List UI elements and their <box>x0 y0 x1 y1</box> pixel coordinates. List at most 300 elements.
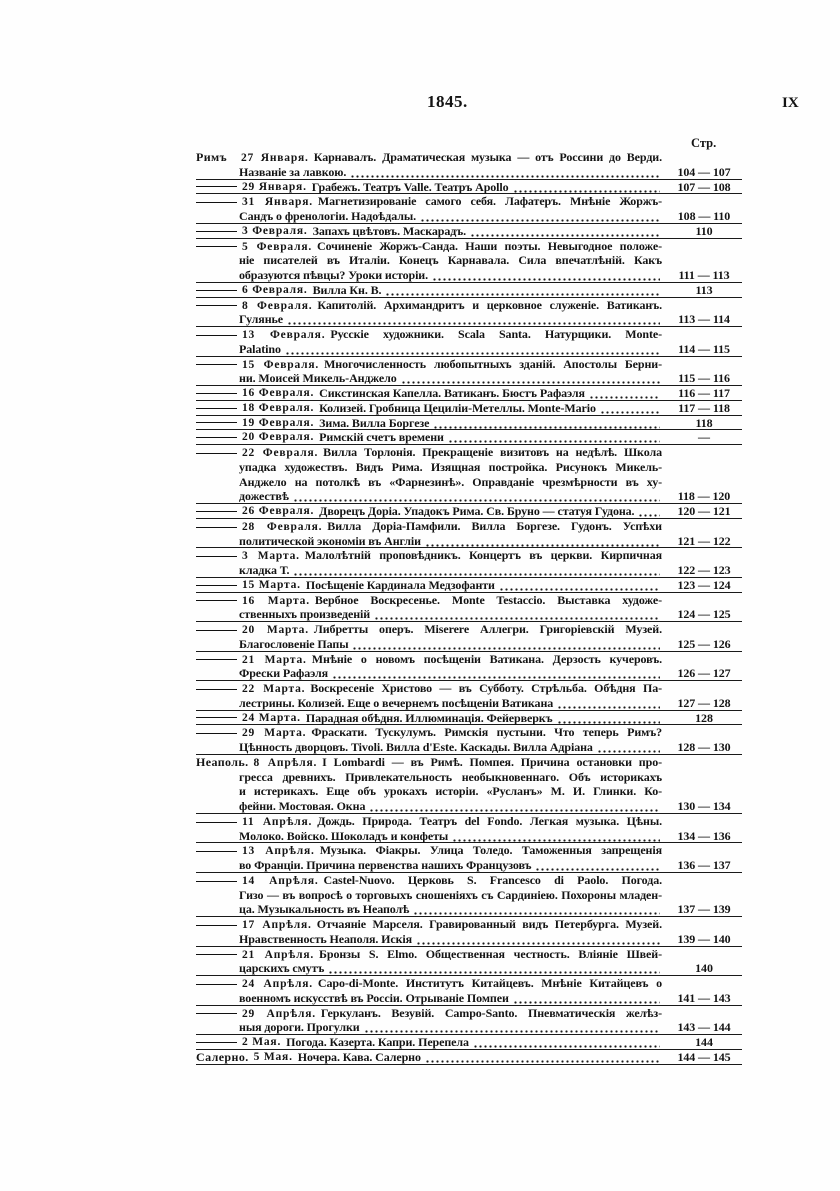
toc-pages: 116 — 117 <box>678 386 730 400</box>
toc-entry-text <box>196 1006 662 1036</box>
toc-pages: 123 — 124 <box>677 577 731 592</box>
toc-text: Анджело на потолкѣ въ «Фарнезинѣ». Оправданіе чрезмѣрности въ ху- <box>239 474 662 489</box>
ditto-dash <box>196 556 237 557</box>
dot-leader <box>331 666 660 681</box>
toc-text: Благословеніе Папы <box>239 636 349 651</box>
dot-leader <box>419 209 660 224</box>
toc-date: 14 Апрѣля. <box>242 874 319 887</box>
toc-entry-text <box>196 1035 662 1050</box>
toc-text: Музыка. Фіакры. Улица Толедо. Таможенныя запрещенія <box>319 843 662 858</box>
toc-entry-line <box>196 711 662 726</box>
toc-text: Многочисленность любопытныхъ зданій. Апостолы Берни- <box>324 356 662 371</box>
dot-leader <box>498 578 660 593</box>
toc-entry-line <box>196 961 662 976</box>
toc-date: 11 Апрѣля. <box>242 815 313 828</box>
ditto-dash <box>196 290 237 291</box>
toc-pages: 134 — 136 <box>677 828 731 843</box>
dot-leader <box>373 607 660 622</box>
toc-text: ныя дороги. Прогулки <box>239 1020 360 1035</box>
toc-entry <box>196 843 742 873</box>
toc-pages: 143 — 144 <box>677 1020 731 1035</box>
toc-pages: 120 — 121 <box>677 504 731 518</box>
toc-entry-line <box>196 357 662 372</box>
toc-entry <box>196 224 742 239</box>
toc-entry <box>196 180 742 195</box>
toc-entry-text <box>196 430 662 445</box>
toc-date: 3 Февраля. <box>242 224 308 237</box>
toc-text: Либретты оперъ. Miserere Аллегри. Григоріевскій Музей. <box>313 622 662 636</box>
toc-entry-line <box>196 150 662 165</box>
toc-date: 21 Марта. <box>242 653 307 666</box>
toc-text: Зима. Вилла Боргезе <box>319 415 430 430</box>
toc-text: ца. Музыкальность въ Неаполѣ <box>239 902 410 917</box>
toc-entry <box>196 283 742 298</box>
toc-pages: 122 — 123 <box>677 563 731 577</box>
toc-entry-line <box>196 180 662 195</box>
toc-text: Запахъ цвѣтовъ. Маскарадъ. <box>312 223 466 238</box>
toc-pages: 117 — 118 <box>678 400 730 415</box>
toc-pages: 137 — 139 <box>677 902 731 917</box>
toc-text: Погода. Казерта. Капри. Перепела <box>286 1035 469 1049</box>
toc-entry-line <box>196 784 662 799</box>
toc-entry <box>196 504 742 519</box>
dot-leader <box>351 637 660 652</box>
toc-text: образуются пѣвцы? Уроки исторіи. <box>239 268 429 282</box>
toc-entry-line <box>196 534 662 549</box>
toc-text: Русскіе художники. Scala Santa. Натурщики. Monte- <box>330 327 662 341</box>
toc-text: Воскресеніе Христово — въ Субботу. Стрѣльба. Обѣдня Па- <box>310 681 662 695</box>
toc-date: 2 Мая. <box>242 1036 282 1048</box>
toc-entry <box>196 239 742 283</box>
dot-leader <box>368 799 660 814</box>
ditto-dash <box>196 364 237 365</box>
dot-leader <box>451 829 660 844</box>
toc-place: Римъ <box>196 150 228 164</box>
ditto-dash <box>196 717 237 718</box>
toc-entry-text <box>196 504 662 519</box>
toc-entry-line <box>196 1050 662 1065</box>
toc-pages: 144 <box>695 1035 713 1049</box>
toc-entry-text <box>196 1050 662 1065</box>
toc-text: Бронзы S. Elmo. Общественная честность. Вліяніе Швей- <box>319 946 662 961</box>
toc-text: Нравственность Неаполя. Искія <box>239 931 413 946</box>
toc-entry-line <box>196 475 662 490</box>
toc-text: Мнѣніе о новомъ посѣщеніи Ватикана. Дерзость кучеровъ. <box>311 651 662 666</box>
toc-pages: 108 — 110 <box>677 209 731 223</box>
toc-entry-text <box>196 548 662 578</box>
toc-date: 5 Мая. <box>253 1050 293 1063</box>
toc-entry-line <box>196 268 662 283</box>
toc-date: 21 Апрѣля. <box>242 948 315 961</box>
toc-entry-line <box>196 416 662 431</box>
toc-entry-text <box>196 298 662 328</box>
ditto-dash <box>196 305 237 306</box>
toc-entry <box>196 386 742 401</box>
toc-date: 29 Марта. <box>242 727 307 740</box>
toc-entry-text <box>196 814 662 844</box>
dot-leader <box>292 563 660 578</box>
toc-date: 15 Марта. <box>242 578 301 591</box>
toc-entry-line <box>196 829 662 844</box>
ditto-dash <box>196 408 237 409</box>
ditto-dash <box>196 186 237 187</box>
toc-date: 29 Января. <box>242 180 307 193</box>
toc-entry <box>196 298 742 328</box>
toc-entry-line <box>196 932 662 947</box>
ditto-dash <box>196 585 237 586</box>
toc-text: Гулянье <box>239 312 283 327</box>
toc-text: Римскій счетъ времени <box>319 430 444 445</box>
dot-leader <box>534 858 660 873</box>
toc-text: Сикстинская Капелла. Ватиканъ. Бюстъ Рафаэля <box>319 386 585 400</box>
toc-text: царскихъ смутъ <box>239 961 325 976</box>
toc-entry-line <box>196 696 662 711</box>
ditto-dash <box>196 453 237 454</box>
toc-entry-text <box>196 578 662 593</box>
toc-entry-line <box>196 548 662 563</box>
toc-entry-text <box>196 386 662 401</box>
toc-date: 31 Января. <box>242 196 313 209</box>
table-of-contents <box>196 150 742 1065</box>
toc-entry <box>196 327 742 357</box>
toc-date: 16 Марта. <box>242 594 310 607</box>
toc-pages: 118 — 120 <box>677 489 731 504</box>
toc-text: Капитолій. Архимандритъ и церковное служеніе. Ватиканъ. <box>317 297 662 312</box>
toc-text: Названіе за лавкою. <box>239 164 347 179</box>
toc-text: Грабежъ. Театръ Valle. Театръ Apollo <box>311 179 509 194</box>
toc-entry <box>196 622 742 652</box>
toc-pages: 140 <box>695 961 713 976</box>
toc-entry-line <box>196 607 662 622</box>
toc-entry-line <box>196 578 662 593</box>
toc-pages: 128 <box>695 710 713 725</box>
toc-entry <box>196 917 742 947</box>
toc-pages: 107 — 108 <box>677 179 731 194</box>
toc-text: Дождь. Природа. Театръ del Fondo. Легкая музыка. Цѣны. <box>317 813 662 828</box>
toc-entry <box>196 1035 742 1050</box>
toc-pages: 139 — 140 <box>677 931 731 946</box>
toc-pages: 126 — 127 <box>677 666 731 681</box>
toc-text: политической экономіи въ Англіи <box>239 533 421 548</box>
toc-text: фейни. Мостовая. Окна <box>239 799 366 813</box>
toc-entry-line <box>196 283 662 298</box>
dot-leader <box>415 932 660 947</box>
toc-text: Фраскати. Тускулумъ. Римскія пустыни. Что теперь Римъ? <box>311 725 662 740</box>
toc-date: 22 Февраля. <box>242 447 319 459</box>
toc-date: 27 Января. <box>241 152 309 164</box>
toc-date: 18 Февраля. <box>242 401 315 414</box>
ditto-dash <box>196 881 237 882</box>
toc-text: Парадная обѣдня. Иллюминація. Фейерверкъ <box>305 710 553 725</box>
toc-entry <box>196 681 742 711</box>
toc-text: Магнетизированіе самого себя. Лафатеръ. Мнѣніе Жоржъ- <box>317 194 662 209</box>
toc-entry-line <box>196 386 662 401</box>
toc-entry-text <box>196 873 662 917</box>
toc-text: во Франціи. Причина первенства нашихъ Французовъ <box>239 858 532 872</box>
toc-entry <box>196 873 742 917</box>
toc-entry-line <box>196 622 662 637</box>
dot-leader <box>556 711 661 726</box>
toc-entry <box>196 578 742 593</box>
toc-entry-line <box>196 165 662 180</box>
toc-date: 13 Апрѣля. <box>242 845 315 858</box>
toc-entry-line <box>196 371 662 386</box>
toc-date: 29 Апрѣля. <box>242 1007 316 1020</box>
ditto-dash <box>196 733 237 734</box>
toc-pages: 113 <box>695 282 713 297</box>
toc-entry <box>196 416 742 431</box>
dot-leader <box>469 224 660 239</box>
toc-entry-text <box>196 725 662 755</box>
dot-leader <box>431 268 660 283</box>
toc-entry-line <box>196 430 662 445</box>
toc-entry-text <box>196 976 662 1006</box>
toc-entry <box>196 1006 742 1036</box>
toc-entry-text <box>196 180 662 195</box>
toc-text: Дворецъ Доріа. Упадокъ Рима. Св. Бруно — статуя Гудона. <box>319 504 635 518</box>
toc-entry-text <box>196 357 662 387</box>
toc-entry-line <box>196 194 662 209</box>
toc-text: Молоко. Войско. Шоколадъ и конфеты <box>239 828 449 843</box>
toc-entry <box>196 652 742 682</box>
toc-entry-line <box>196 489 662 504</box>
dot-leader <box>384 283 660 298</box>
toc-entry-line <box>196 947 662 962</box>
toc-entry-line <box>196 593 662 608</box>
dot-leader <box>512 991 660 1006</box>
toc-entry-line <box>196 873 662 888</box>
toc-entry <box>196 430 742 445</box>
toc-entry-line <box>196 681 662 696</box>
toc-entry-line <box>196 312 662 327</box>
toc-place: Неаполь. <box>196 754 249 769</box>
toc-entry-line <box>196 637 662 652</box>
toc-entry <box>196 194 742 224</box>
toc-text: кладка Т. <box>239 563 290 577</box>
toc-date: 24 Марта. <box>242 711 301 724</box>
toc-entry-line <box>196 519 662 534</box>
toc-date: 8 Февраля. <box>242 299 313 312</box>
toc-pages: 128 — 130 <box>677 740 731 754</box>
toc-entry <box>196 445 742 504</box>
toc-text: ни. Моисей Микель-Анджело <box>239 371 397 386</box>
toc-entry-text <box>196 519 662 549</box>
toc-text: Колизей. Гробница Цециліи-Метеллы. Monte-Mario <box>319 400 596 415</box>
toc-text: Карнавалъ. Драматическая музыка — отъ Россини до Верди. <box>313 150 662 164</box>
ditto-dash <box>196 822 237 823</box>
toc-entry-line <box>196 843 662 858</box>
toc-entry-text <box>196 622 662 652</box>
toc-date: 20 Марта. <box>242 624 309 636</box>
dot-leader <box>327 961 660 976</box>
toc-entry-line <box>196 209 662 224</box>
toc-entry-line <box>196 725 662 740</box>
toc-entry <box>196 976 742 1006</box>
toc-entry-line <box>196 239 662 254</box>
ditto-dash <box>196 511 237 512</box>
toc-pages: 125 — 126 <box>677 636 731 651</box>
toc-entry-line <box>196 298 662 313</box>
toc-entry <box>196 814 742 844</box>
dot-leader <box>432 416 660 431</box>
toc-entry <box>196 755 742 814</box>
toc-pages: — <box>698 430 710 445</box>
toc-pages: 130 — 134 <box>677 799 731 813</box>
toc-entry-text <box>196 755 662 814</box>
ditto-dash <box>196 422 237 423</box>
toc-entry-line <box>196 1020 662 1035</box>
toc-text: Вилла Торлонія. Прекращеніе визитовъ на недѣлѣ. Школа <box>323 445 662 459</box>
toc-text: Castel-Nuovo. Церковь S. Francesco di Paolo. Погода. <box>323 872 662 887</box>
toc-entry-text <box>196 327 662 357</box>
toc-entry-text <box>196 445 662 504</box>
toc-text: Цѣнность дворцовъ. Tivoli. Вилла d'Este. Каскады. Вилла Адріана <box>239 740 593 754</box>
toc-text: гресса древнихъ. Привлекательность необыкновеннаго. Объ историкахъ <box>239 769 662 784</box>
toc-date: 15 Февраля. <box>242 358 320 371</box>
ditto-dash <box>196 689 237 690</box>
toc-pages: 113 — 114 <box>678 312 730 327</box>
toc-pages: 141 — 143 <box>677 990 731 1005</box>
toc-text: Отчаяніе Марселя. Гравированный видъ Петербурга. Музей. <box>316 917 662 931</box>
toc-entry <box>196 548 742 578</box>
toc-entry-line <box>196 460 662 475</box>
ditto-dash <box>196 231 237 232</box>
toc-entry-text <box>196 681 662 711</box>
toc-entry-line <box>196 445 662 460</box>
toc-date: 24 Апрѣля. <box>242 978 313 990</box>
dot-leader <box>349 165 660 180</box>
toc-entry-text <box>196 416 662 431</box>
ditto-dash <box>196 202 237 203</box>
ditto-dash <box>196 851 237 852</box>
toc-date: 26 Февраля. <box>242 505 315 517</box>
toc-text: Геркуланъ. Везувій. Campo-Santo. Пневматическія желѣз- <box>320 1005 662 1020</box>
ditto-dash <box>196 925 237 926</box>
toc-date: 28 Февраля. <box>242 520 323 533</box>
toc-entry-line <box>196 755 662 770</box>
toc-pages: 110 <box>695 223 713 238</box>
toc-entry-text <box>196 283 662 298</box>
toc-date: 22 Марта. <box>242 683 306 695</box>
toc-entry <box>196 711 742 726</box>
ditto-dash <box>196 1042 237 1043</box>
ditto-dash <box>196 527 237 528</box>
toc-entry-line <box>196 652 662 667</box>
toc-date: 5 Февраля. <box>242 240 313 253</box>
toc-pages: 118 <box>695 415 713 430</box>
toc-entry-line <box>196 666 662 681</box>
toc-pages: 114 — 115 <box>678 341 730 356</box>
dot-leader <box>596 740 660 755</box>
toc-date: 17 Апрѣля. <box>242 919 312 931</box>
ditto-dash <box>196 1013 237 1014</box>
toc-entry-text <box>196 917 662 947</box>
dot-leader <box>588 386 660 401</box>
dot-leader <box>599 401 660 416</box>
toc-place: Салерно. <box>196 1049 249 1064</box>
toc-entry-line <box>196 991 662 1006</box>
toc-date: 6 Февраля. <box>242 283 308 296</box>
toc-entry-text <box>196 843 662 873</box>
toc-date: 3 Марта. <box>242 550 300 563</box>
toc-text: Вилла Кн. В. <box>312 282 382 297</box>
toc-entry <box>196 1050 742 1065</box>
toc-entry-line <box>196 770 662 785</box>
ditto-dash <box>196 659 237 660</box>
toc-pages: 124 — 125 <box>677 607 731 622</box>
toc-entry-line <box>196 253 662 268</box>
toc-entry-line <box>196 563 662 578</box>
toc-entry <box>196 519 742 549</box>
toc-date: 19 Февраля. <box>242 416 315 429</box>
toc-entry-text <box>196 652 662 682</box>
toc-entry-text <box>196 224 662 239</box>
toc-pages: 144 — 145 <box>677 1049 731 1064</box>
toc-text: Вилла Доріа-Памфили. Вилла Боргезе. Гудонъ. Успѣхи <box>327 518 662 533</box>
toc-pages: 115 — 116 <box>678 371 730 386</box>
toc-text: Ночера. Кава. Салерно <box>297 1049 421 1064</box>
ditto-dash <box>196 954 237 955</box>
page-year-heading: 1845. <box>427 92 468 111</box>
toc-entry-line <box>196 504 662 519</box>
dot-leader <box>363 1020 660 1035</box>
toc-entry-line <box>196 814 662 829</box>
toc-entry-line <box>196 342 662 357</box>
dot-leader <box>512 180 660 195</box>
ditto-dash <box>196 246 237 247</box>
toc-entry-text <box>196 401 662 416</box>
ditto-dash <box>196 437 237 438</box>
toc-text: Вербное Воскресенье. Monte Testaccio. Выставка художе- <box>314 592 662 607</box>
toc-date: 16 Февраля. <box>242 387 315 399</box>
toc-entry <box>196 947 742 977</box>
toc-entry-text <box>196 947 662 977</box>
toc-text: Palatino <box>239 341 281 356</box>
toc-entry <box>196 150 742 180</box>
toc-date: 13 Февраля. <box>242 329 326 341</box>
toc-pages: 111 — 113 <box>678 268 730 282</box>
page-number-roman: IX <box>782 95 799 111</box>
toc-entry-line <box>196 401 662 416</box>
dot-leader <box>637 504 660 519</box>
toc-text: Гизо — въ вопросѣ о торговыхъ сношеніяхъ съ Сардиніею. Похороны младен- <box>239 887 662 902</box>
toc-text: Сандъ о френологіи. Надоѣдалы. <box>239 209 417 223</box>
toc-entry-line <box>196 976 662 991</box>
dot-leader <box>284 342 660 357</box>
toc-entry <box>196 725 742 755</box>
dot-leader <box>472 1035 660 1050</box>
ditto-dash <box>196 393 237 394</box>
toc-entry-text <box>196 593 662 623</box>
toc-pages: 127 — 128 <box>677 695 731 710</box>
toc-entry-text <box>196 239 662 283</box>
dot-leader <box>556 696 660 711</box>
ditto-dash <box>196 984 237 985</box>
toc-text: ніе писателей въ Италіи. Конецъ Карнавала. Сила впечатлѣній. Какъ <box>239 253 662 268</box>
toc-date: 8 Апрѣля. <box>253 756 318 769</box>
dot-leader <box>286 312 660 327</box>
toc-entry <box>196 401 742 416</box>
toc-text: Посѣщеніе Кардинала Медзофанти <box>305 577 495 592</box>
pages-column-label: Стр. <box>691 136 717 150</box>
toc-entry <box>196 357 742 387</box>
toc-text: Сочиненіе Жоржъ-Санда. Наши поэты. Невыгодное положе- <box>317 238 662 253</box>
toc-text: ственныхъ произведеній <box>239 607 371 622</box>
dot-leader <box>412 902 660 917</box>
toc-entry-line <box>196 1035 662 1050</box>
toc-entry-line <box>196 1006 662 1021</box>
toc-entry-line <box>196 917 662 932</box>
